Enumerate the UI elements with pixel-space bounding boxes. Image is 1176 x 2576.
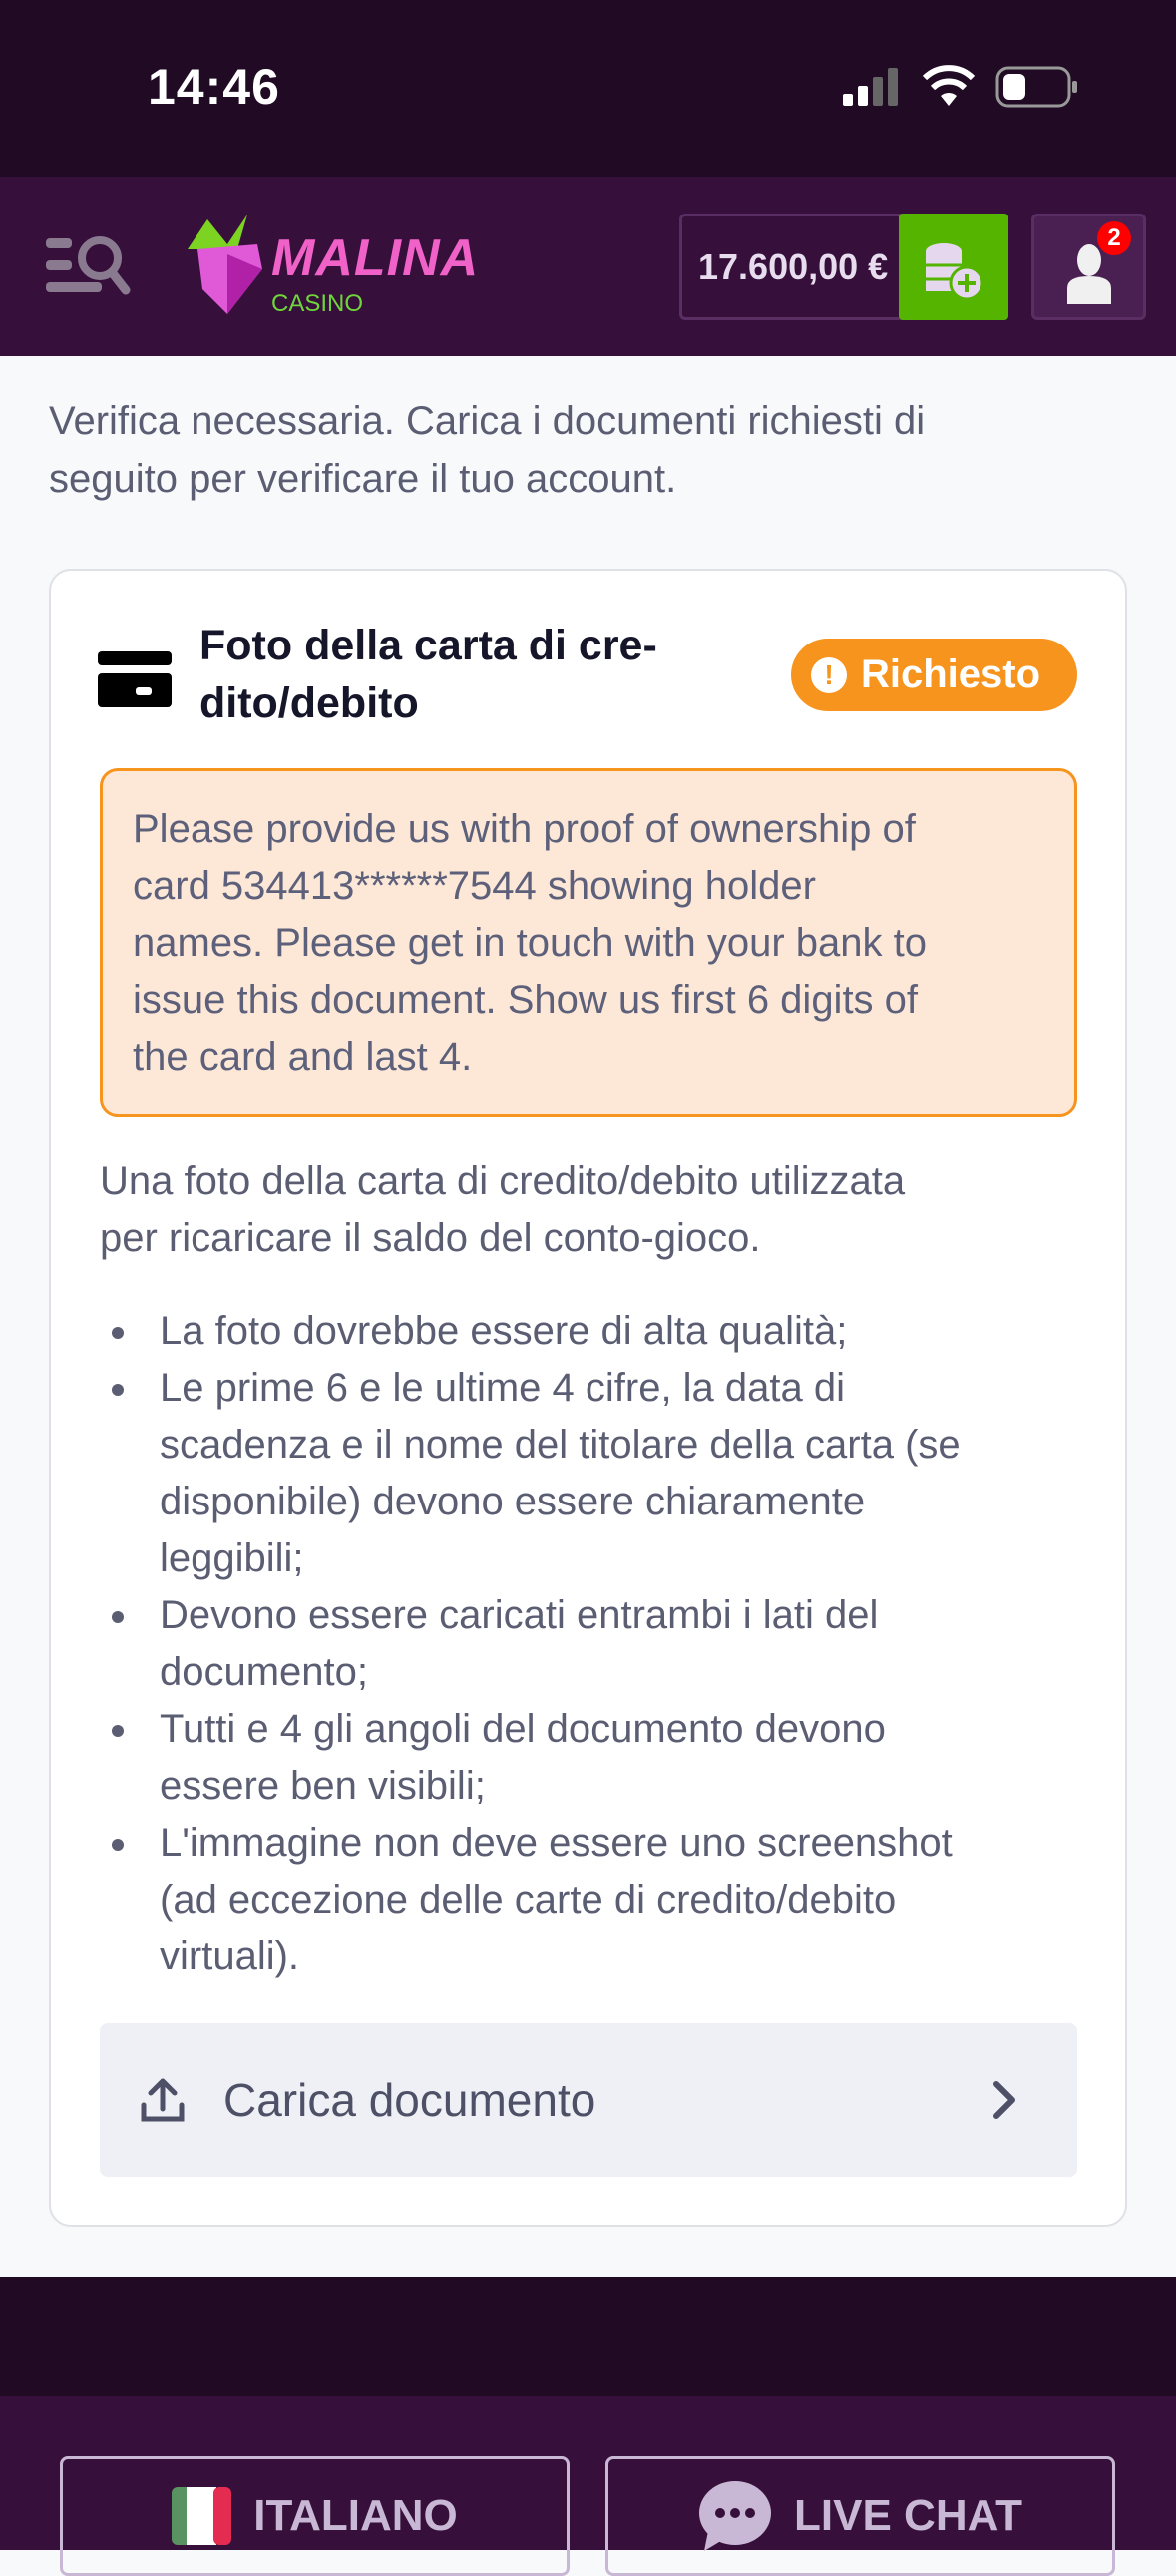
upload-label: Carica documento	[223, 2074, 596, 2126]
language-label: ITALIANO	[253, 2491, 458, 2540]
alert-line: the card and last 4.	[133, 1035, 473, 1078]
requirement-item	[100, 1701, 961, 1815]
status-badge	[791, 639, 1077, 711]
balance-amount: 17.600,00 €	[698, 245, 889, 287]
live-chat-label: LIVE CHAT	[794, 2491, 1022, 2540]
language-button[interactable]	[60, 2456, 570, 2576]
requirements-list	[100, 1303, 961, 1985]
requirement-text: Tutti e 4 gli angoli del documento devono	[160, 1707, 886, 1751]
intro-line: seguito per verificare il tuo account.	[49, 457, 677, 501]
requirement-text: scadenza e il nome del titolare della carta (se	[160, 1423, 961, 1467]
alert-line: card 534413******7544 showing holder	[133, 864, 816, 908]
notification-badge: 2	[1097, 221, 1131, 255]
card-title-line: dito/debito	[199, 679, 419, 727]
footer-spacer	[0, 2277, 1176, 2396]
live-chat-button[interactable]	[605, 2456, 1115, 2576]
requirement-text: documento;	[160, 1650, 369, 1694]
chevron-right-icon	[991, 2080, 1017, 2120]
requirement-text: leggibili;	[160, 1536, 304, 1580]
card-description	[100, 1153, 905, 1267]
credit-card-icon	[98, 651, 172, 707]
signal-icon	[843, 68, 903, 108]
logo-text: MALINA	[271, 229, 480, 287]
requirement-text: (ad eccezione delle carte di credito/debito	[160, 1878, 897, 1922]
requirement-text: disponibile) devono essere chiaramente	[160, 1480, 866, 1523]
italy-flag-icon	[172, 2487, 231, 2545]
requirement-item	[100, 1360, 961, 1587]
alert-message	[100, 768, 1077, 1117]
status-bar	[0, 0, 1176, 177]
clock: 14:46	[148, 59, 280, 115]
status-label: Richiesto	[861, 652, 1041, 696]
requirement-item	[100, 1815, 961, 1985]
logo-subtext: CASINO	[271, 290, 364, 317]
requirement-text: essere ben visibili;	[160, 1764, 486, 1808]
requirement-item	[100, 1303, 961, 1360]
requirement-text: Devono essere caricati entrambi i lati del	[160, 1593, 879, 1637]
coins-plus-icon	[899, 214, 1008, 320]
requirement-text: Le prime 6 e le ultime 4 cifre, la data di	[160, 1366, 846, 1410]
card-title-line: Foto della carta di cre-	[199, 622, 657, 669]
alert-line: issue this document. Show us first 6 digits of	[133, 978, 919, 1022]
raspberry-logo-icon	[178, 215, 267, 314]
upload-icon	[140, 2077, 186, 2123]
card-title	[199, 617, 657, 732]
alert-line: names. Please get in touch with your bank to	[133, 921, 928, 965]
menu-search-icon[interactable]	[44, 230, 136, 302]
intro-line: Verifica necessaria. Carica i documenti richiesti di	[49, 399, 926, 443]
deposit-button[interactable]	[899, 214, 1008, 320]
upload-document-button[interactable]	[100, 2023, 1077, 2177]
verification-notice	[49, 392, 925, 508]
requirement-text: L'immagine non deve essere uno screenshot	[160, 1821, 953, 1865]
chat-bubble-icon	[698, 2481, 772, 2551]
battery-icon	[995, 66, 1079, 110]
requirement-text: virtuali).	[160, 1934, 300, 1978]
alert-line: Please provide us with proof of ownership of	[133, 807, 916, 851]
requirement-text: La foto dovrebbe essere di alta qualità;	[160, 1309, 848, 1353]
requirement-item	[100, 1587, 961, 1701]
exclamation-icon: !	[811, 657, 847, 693]
description-line: Una foto della carta di credito/debito utilizzata	[100, 1159, 906, 1203]
wifi-icon	[923, 64, 975, 108]
description-line: per ricaricare il saldo del conto-gioco.	[100, 1216, 761, 1260]
